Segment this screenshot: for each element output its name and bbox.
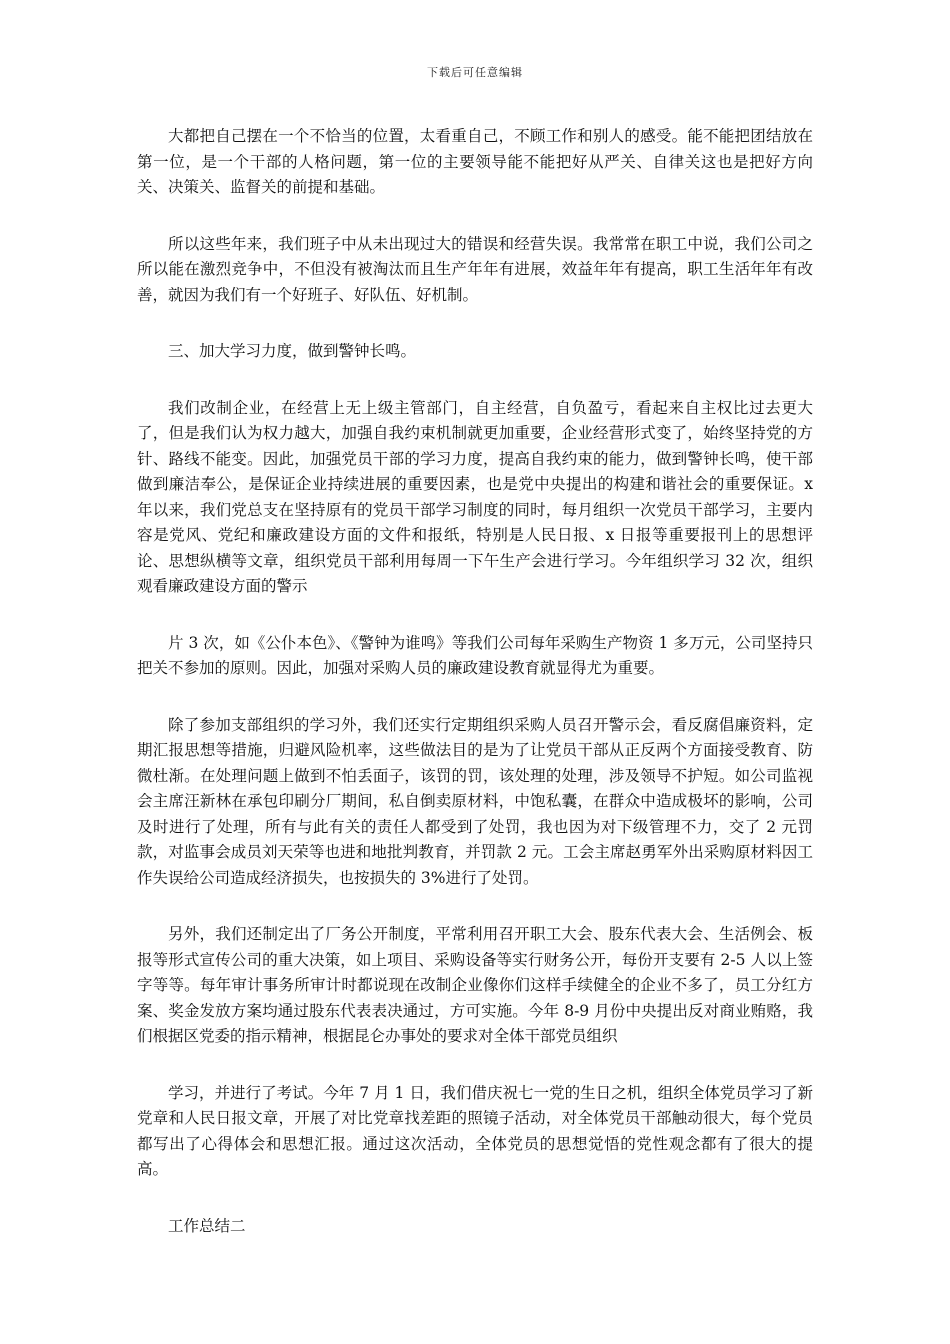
paragraph-6: 除了参加支部组织的学习外，我们还实行定期组织采购人员召开警示会，看反腐倡廉资料，定期汇报思想等措施，归避风险机率，这些做法目的是为了让党员干部从正反两个方面接受教育、防微杜渐。在处理问题上做到不怕丢面子，该罚的罚，该处理的处理，涉及领导不护短。如公司监视会主席汪新林在承包印刷分厂期间，私自倒卖原材料，中饱私囊，在群众中造成极坏的影响，公司及时进行了处理，所有与此有关的责任人都受到了处罚，我也因为对下级管理不力，交了 2 元罚款，对监事会成员刘天荣等也进和地批判教育，并罚款 2 元。工会主席赵勇军外出采购原材料因工作失误给公司造成经济损失，也按损失的 3%进行了处罚。 [137,715,813,887]
page-header: 下载后可任意编辑 [427,66,523,79]
paragraph-5: 片 3 次，如《公仆本色》、《警钟为谁鸣》等我们公司每年采购生产物资 1 多万元，公司坚持只把关不参加的原则。因此，加强对采购人员的廉政建设教育就显得尤为重要。 [137,633,813,677]
paragraph-8: 学习，并进行了考试。今年 7 月 1 日，我们借庆祝七一党的生日之机，组织全体党员学习了新党章和人民日报文章，开展了对比党章找差距的照镜子活动，对全体党员干部触动很大，每个党员都写出了心得体会和思想汇报。通过这次活动，全体党员的思想觉悟的党性观念都有了很大的提高。 [137,1083,813,1178]
document-body [137,124,813,1270]
paragraph-7: 另外，我们还制定出了厂务公开制度，平常利用召开职工大会、股东代表大会、生活例会、板报等形式宣传公司的重大决策，如上项目、采购设备等实行财务公开，每份开支要有 2-5 人以上签字等等。每年审计事务所审计时都说现在改制企业像你们这样手续健全的企业不多了，员工分红方案、奖金发放方案均通过股东代表表决通过，方可实施。今年 8-9 月份中央提出反对商业贿赂，我们根据区党委的指示精神，根据昆仑办事处的要求对全体干部党员组织 [137,925,813,1045]
section-heading-3: 三、加大学习力度，做到警钟长鸣。 [168,342,417,360]
paragraph-4: 我们改制企业，在经营上无上级主管部门，自主经营，自负盈亏，看起来自主权比过去更大了，但是我们认为权力越大，加强自我约束机制就更加重要，企业经营形式变了，始终坚持党的方针、路线不能变。因此，加强党员干部的学习力度，提高自我约束的能力，做到警钟长鸣，使干部做到廉洁奉公，是保证企业持续进展的重要因素，也是党中央提出的构建和谐社会的重要保证。x 年以来，我们党总支在坚持原有的党员干部学习制度的同时，每月组织一次党员干部学习，主要内容是党风、党纪和廉政建设方面的文件和报纸，特别是人民日报、x 日报等重要报刊上的思想评论、思想纵横等文章，组织党员干部利用每周一下午生产会进行学习。今年组织学习 32 次，组织观看廉政建设方面的警示 [137,398,813,595]
paragraph-2: 所以这些年来，我们班子中从未出现过大的错误和经营失误。我常常在职工中说，我们公司之所以能在激烈竞争中，不但没有被淘汰而且生产年年有进展，效益年年有提高，职工生活年年有改善，就因为我们有一个好班子、好队伍、好机制。 [137,234,813,304]
section-heading-summary-2: 工作总结二 [168,1216,246,1235]
paragraph-1: 大都把自己摆在一个不恰当的位置，太看重自己，不顾工作和别人的感受。能不能把团结放在第一位，是一个干部的人格问题，第一位的主要领导能不能把好从严关、自律关这也是把好方向关、决策关、监督关的前提和基础。 [137,127,813,196]
